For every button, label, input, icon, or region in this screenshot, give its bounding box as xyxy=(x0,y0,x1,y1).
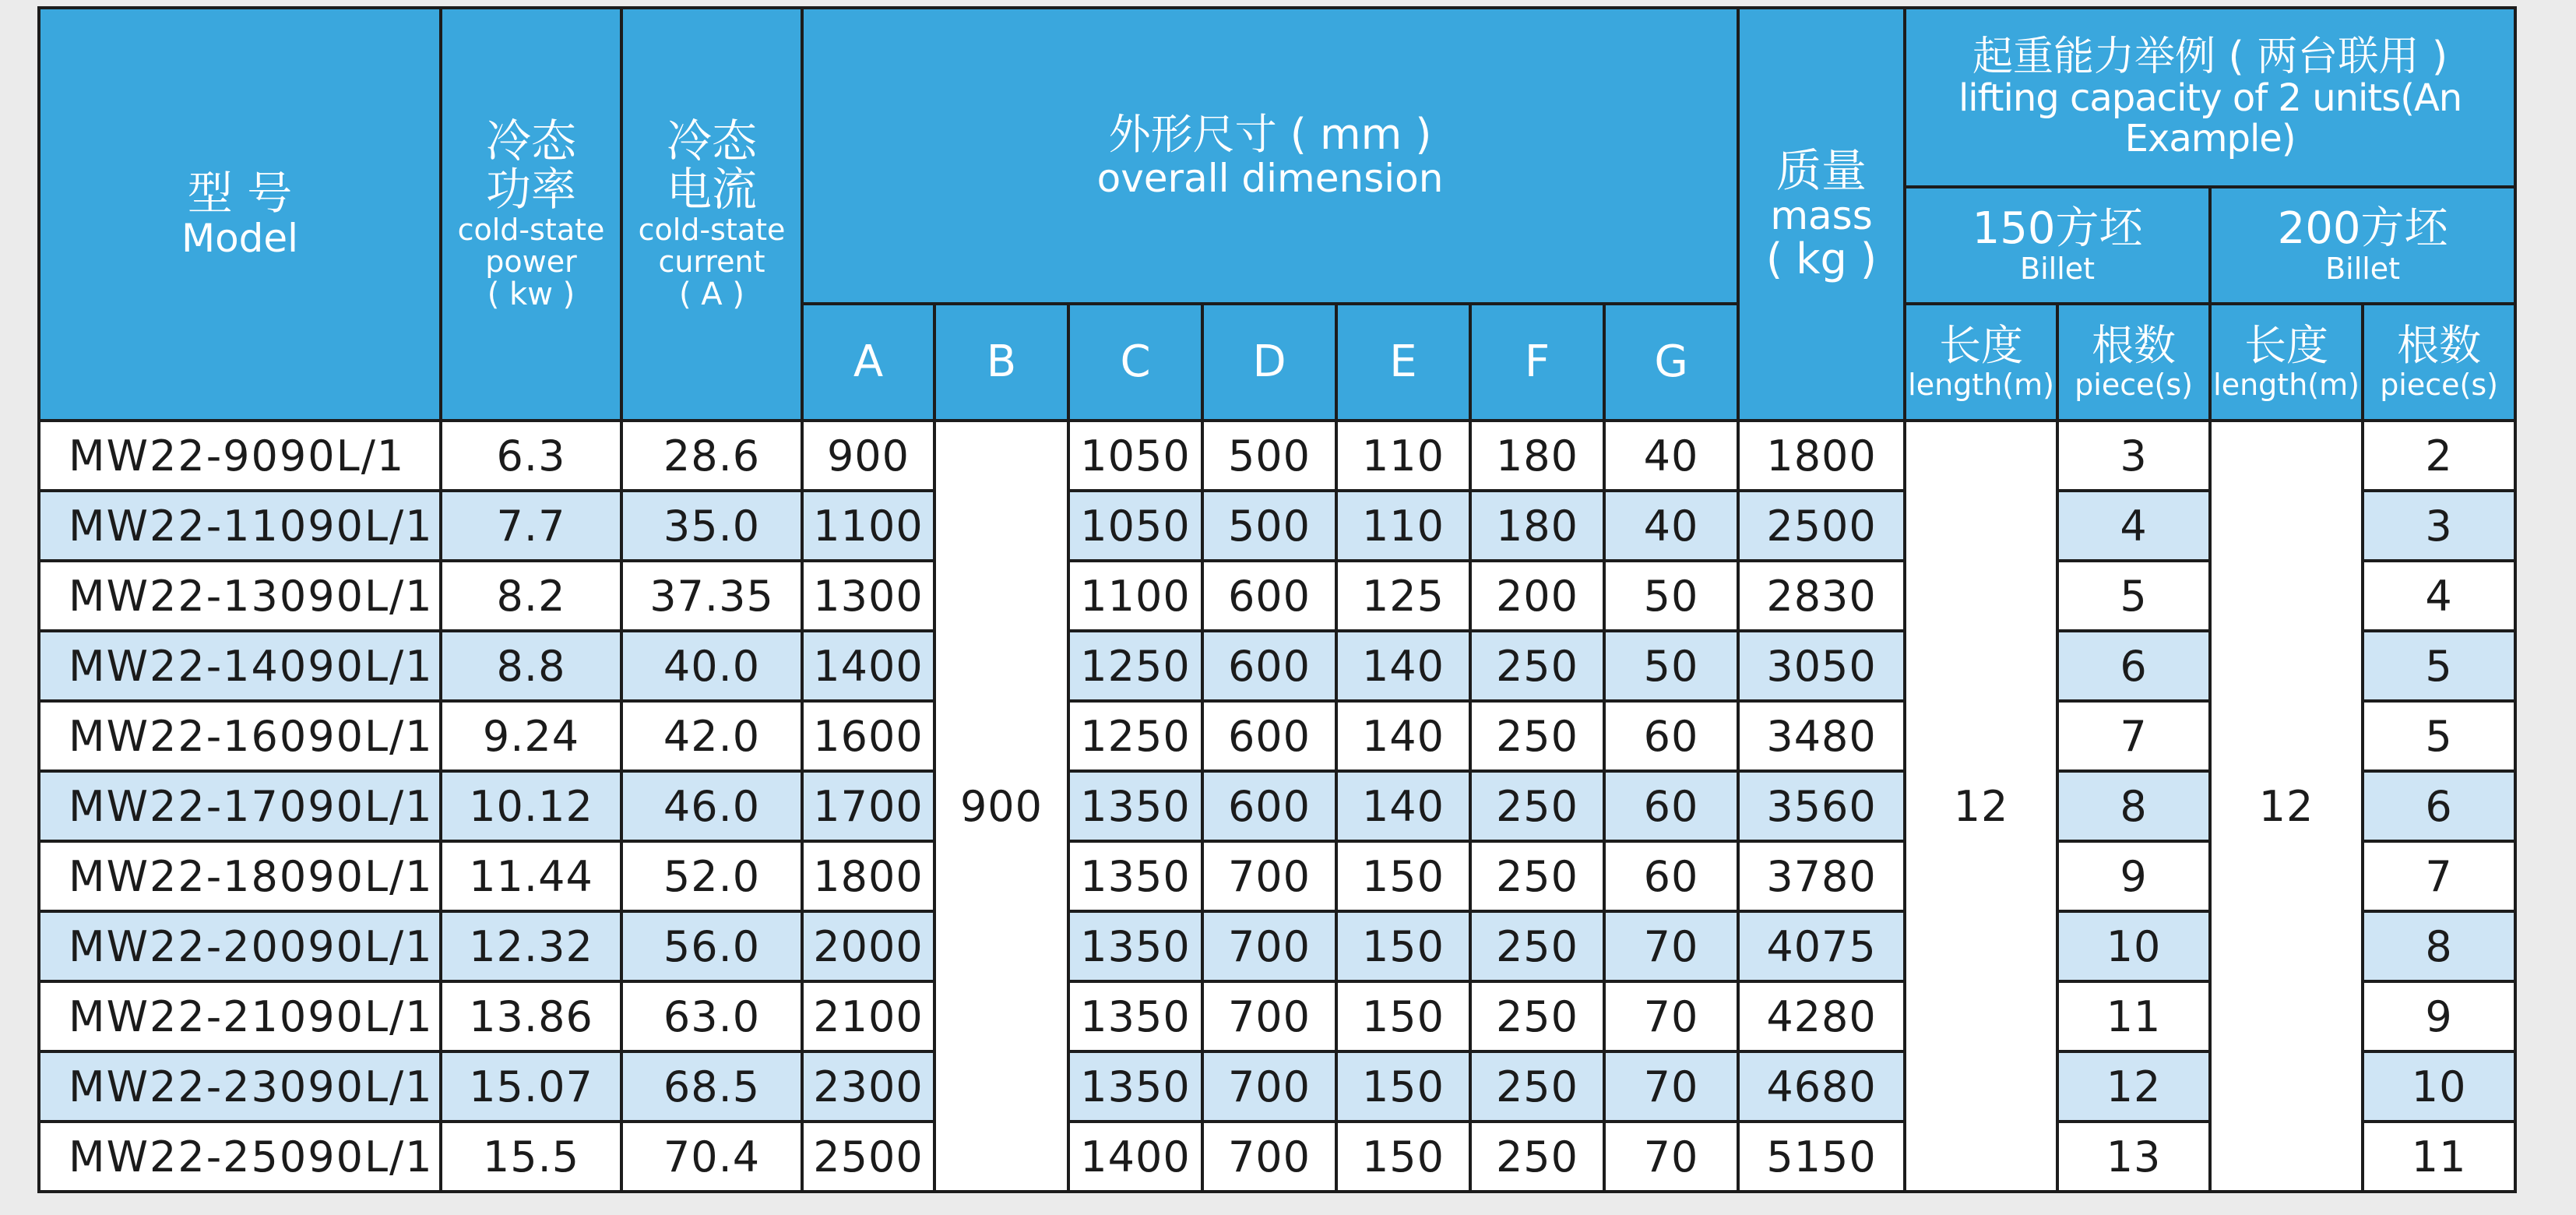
header-pieces-150 xyxy=(2057,304,2210,421)
header-current-cn2: 电流 xyxy=(666,163,757,217)
header-billet-200 xyxy=(2210,187,2515,304)
cell-c: 1350 xyxy=(1068,1051,1202,1122)
cell-e: 125 xyxy=(1336,561,1470,631)
cell-e: 150 xyxy=(1336,1122,1470,1192)
pieces-150-cn: 根数 xyxy=(2092,321,2177,371)
cell-d: 700 xyxy=(1202,841,1336,911)
table-row xyxy=(39,491,2515,561)
header-current-unit: ( A ) xyxy=(678,276,744,313)
cell-d: 500 xyxy=(1202,491,1336,561)
header-power-cn1: 冷态 xyxy=(485,114,576,167)
cell-g: 60 xyxy=(1604,771,1738,841)
cell-current: 37.35 xyxy=(621,561,802,631)
header-current-en2: current xyxy=(658,245,765,280)
cell-c: 1100 xyxy=(1068,561,1202,631)
table-row xyxy=(39,1122,2515,1192)
cell-mass: 4280 xyxy=(1738,981,1905,1051)
cell-e: 110 xyxy=(1336,491,1470,561)
cell-model: MW22-17090L/1 xyxy=(39,771,441,841)
cell-f: 250 xyxy=(1470,631,1604,701)
cell-g: 70 xyxy=(1604,1051,1738,1122)
cell-p150: 11 xyxy=(2057,981,2210,1051)
cell-power: 15.07 xyxy=(441,1051,621,1122)
header-model-cn: 型 号 xyxy=(187,166,293,220)
cell-power: 13.86 xyxy=(441,981,621,1051)
cell-c: 1250 xyxy=(1068,631,1202,701)
cell-f: 200 xyxy=(1470,561,1604,631)
cell-mass: 4075 xyxy=(1738,911,1905,981)
table-row xyxy=(39,841,2515,911)
table-row xyxy=(39,1051,2515,1122)
cell-e: 150 xyxy=(1336,911,1470,981)
cell-mass: 3780 xyxy=(1738,841,1905,911)
cell-p150: 10 xyxy=(2057,911,2210,981)
cell-mass: 4680 xyxy=(1738,1051,1905,1122)
cell-p200: 8 xyxy=(2363,911,2515,981)
cell-p150: 8 xyxy=(2057,771,2210,841)
cell-d: 700 xyxy=(1202,911,1336,981)
cell-e: 150 xyxy=(1336,981,1470,1051)
cell-current: 35.0 xyxy=(621,491,802,561)
cell-mass: 2500 xyxy=(1738,491,1905,561)
cell-p150: 13 xyxy=(2057,1122,2210,1192)
cell-a: 1400 xyxy=(802,631,934,701)
cell-e: 150 xyxy=(1336,1051,1470,1122)
cell-g: 70 xyxy=(1604,911,1738,981)
cell-model: MW22-14090L/1 xyxy=(39,631,441,701)
cell-a: 2500 xyxy=(802,1122,934,1192)
cell-d: 600 xyxy=(1202,561,1336,631)
header-mass xyxy=(1738,8,1905,421)
cell-f: 250 xyxy=(1470,771,1604,841)
cell-a: 2100 xyxy=(802,981,934,1051)
header-dim-d: D xyxy=(1202,304,1336,421)
cell-e: 140 xyxy=(1336,771,1470,841)
cell-p200: 4 xyxy=(2363,561,2515,631)
cell-power: 6.3 xyxy=(441,421,621,491)
header-dim-e: E xyxy=(1336,304,1470,421)
cell-p150: 4 xyxy=(2057,491,2210,561)
cell-model: MW22-9090L/1 xyxy=(39,421,441,491)
table-row xyxy=(39,701,2515,771)
cell-d: 700 xyxy=(1202,981,1336,1051)
cell-current: 28.6 xyxy=(621,421,802,491)
cell-current: 68.5 xyxy=(621,1051,802,1122)
pieces-150-en: piece(s) xyxy=(2075,367,2193,402)
cell-c: 1350 xyxy=(1068,841,1202,911)
cell-p150: 12 xyxy=(2057,1051,2210,1122)
cell-c: 1350 xyxy=(1068,911,1202,981)
cell-f: 250 xyxy=(1470,981,1604,1051)
header-billet-150 xyxy=(1905,187,2210,304)
cell-c: 1050 xyxy=(1068,421,1202,491)
billet-150-cn: 150方坯 xyxy=(1972,203,2143,255)
cell-a: 1800 xyxy=(802,841,934,911)
cell-model: MW22-11090L/1 xyxy=(39,491,441,561)
cell-a: 1100 xyxy=(802,491,934,561)
cell-f: 250 xyxy=(1470,841,1604,911)
cell-p150: 3 xyxy=(2057,421,2210,491)
cell-mass: 3480 xyxy=(1738,701,1905,771)
cell-p200: 5 xyxy=(2363,631,2515,701)
cell-p150: 5 xyxy=(2057,561,2210,631)
header-mass-en: mass xyxy=(1770,193,1873,239)
table-row xyxy=(39,771,2515,841)
cell-c: 1050 xyxy=(1068,491,1202,561)
header-power-unit: ( kw ) xyxy=(487,276,575,313)
cell-mass: 1800 xyxy=(1738,421,1905,491)
cell-a: 1600 xyxy=(802,701,934,771)
header-power-en1: cold-state xyxy=(457,213,605,247)
cell-power: 8.2 xyxy=(441,561,621,631)
table-row xyxy=(39,561,2515,631)
cell-current: 70.4 xyxy=(621,1122,802,1192)
cell-f: 250 xyxy=(1470,1122,1604,1192)
cell-p200: 3 xyxy=(2363,491,2515,561)
cell-g: 60 xyxy=(1604,701,1738,771)
header-model-en: Model xyxy=(181,216,299,262)
header-dimension-cn: 外形尺寸 ( mm ) xyxy=(1108,109,1432,159)
cell-model: MW22-25090L/1 xyxy=(39,1122,441,1192)
cell-current: 42.0 xyxy=(621,701,802,771)
pieces-200-cn: 根数 xyxy=(2397,321,2482,371)
cell-f: 250 xyxy=(1470,1051,1604,1122)
cell-a: 900 xyxy=(802,421,934,491)
header-model xyxy=(39,8,441,421)
length-200-en: length(m) xyxy=(2213,367,2360,402)
cell-power: 9.24 xyxy=(441,701,621,771)
cell-model: MW22-16090L/1 xyxy=(39,701,441,771)
cell-current: 46.0 xyxy=(621,771,802,841)
cell-f: 250 xyxy=(1470,701,1604,771)
cell-c: 1250 xyxy=(1068,701,1202,771)
header-dim-b: B xyxy=(934,304,1068,421)
cell-e: 140 xyxy=(1336,631,1470,701)
cell-current: 56.0 xyxy=(621,911,802,981)
cell-power: 12.32 xyxy=(441,911,621,981)
table-row xyxy=(39,981,2515,1051)
cell-c: 1400 xyxy=(1068,1122,1202,1192)
cell-g: 50 xyxy=(1604,561,1738,631)
cell-g: 50 xyxy=(1604,631,1738,701)
length-150-en: length(m) xyxy=(1908,367,2054,402)
cell-model: MW22-21090L/1 xyxy=(39,981,441,1051)
cell-mass: 3560 xyxy=(1738,771,1905,841)
cell-e: 150 xyxy=(1336,841,1470,911)
cell-model: MW22-13090L/1 xyxy=(39,561,441,631)
cell-p150: 7 xyxy=(2057,701,2210,771)
cell-g: 40 xyxy=(1604,421,1738,491)
cell-d: 600 xyxy=(1202,701,1336,771)
cell-a: 1700 xyxy=(802,771,934,841)
header-length-200 xyxy=(2210,304,2363,421)
table-row xyxy=(39,631,2515,701)
cell-d: 700 xyxy=(1202,1051,1336,1122)
cell-a: 1300 xyxy=(802,561,934,631)
cell-power: 11.44 xyxy=(441,841,621,911)
header-dim-a: A xyxy=(802,304,934,421)
cell-d: 700 xyxy=(1202,1122,1336,1192)
cell-p200: 2 xyxy=(2363,421,2515,491)
cell-e: 140 xyxy=(1336,701,1470,771)
table-row xyxy=(39,911,2515,981)
cell-g: 70 xyxy=(1604,981,1738,1051)
spec-table-body xyxy=(39,421,2515,1192)
header-capacity-cn: 起重能力举例 ( 两台联用 ) xyxy=(1972,33,2448,81)
length-200-cn: 长度 xyxy=(2244,321,2329,371)
cell-g: 70 xyxy=(1604,1122,1738,1192)
cell-model: MW22-23090L/1 xyxy=(39,1051,441,1122)
cell-model: MW22-18090L/1 xyxy=(39,841,441,911)
cell-d: 600 xyxy=(1202,631,1336,701)
cell-power: 7.7 xyxy=(441,491,621,561)
cell-current: 63.0 xyxy=(621,981,802,1051)
cell-current: 40.0 xyxy=(621,631,802,701)
header-dimension-en: overall dimension xyxy=(1096,156,1444,202)
cell-current: 52.0 xyxy=(621,841,802,911)
spec-table xyxy=(37,6,2517,1193)
cell-power: 15.5 xyxy=(441,1122,621,1192)
cell-length-150-merged: 12 xyxy=(1905,421,2057,1192)
cell-p200: 6 xyxy=(2363,771,2515,841)
header-pieces-200 xyxy=(2363,304,2515,421)
header-length-150 xyxy=(1905,304,2057,421)
cell-mass: 2830 xyxy=(1738,561,1905,631)
billet-200-cn: 200方坯 xyxy=(2277,203,2448,255)
table-row xyxy=(39,421,2515,491)
length-150-cn: 长度 xyxy=(1939,321,2024,371)
cell-g: 60 xyxy=(1604,841,1738,911)
cell-c: 1350 xyxy=(1068,771,1202,841)
cell-model: MW22-20090L/1 xyxy=(39,911,441,981)
header-capacity-en: lifting capacity of 2 units(An Example) xyxy=(1958,76,2462,161)
header-dim-f: F xyxy=(1470,304,1604,421)
cell-p200: 9 xyxy=(2363,981,2515,1051)
header-capacity xyxy=(1905,8,2515,187)
cell-d: 600 xyxy=(1202,771,1336,841)
cell-p200: 10 xyxy=(2363,1051,2515,1122)
billet-150-en: Billet xyxy=(2020,251,2096,286)
cell-mass: 3050 xyxy=(1738,631,1905,701)
cell-f: 180 xyxy=(1470,421,1604,491)
cell-a: 2000 xyxy=(802,911,934,981)
header-power xyxy=(441,8,621,421)
cell-p200: 5 xyxy=(2363,701,2515,771)
cell-p150: 9 xyxy=(2057,841,2210,911)
header-current xyxy=(621,8,802,421)
cell-power: 8.8 xyxy=(441,631,621,701)
cell-f: 250 xyxy=(1470,911,1604,981)
header-power-cn2: 功率 xyxy=(485,163,576,217)
cell-g: 40 xyxy=(1604,491,1738,561)
cell-c: 1350 xyxy=(1068,981,1202,1051)
pieces-200-en: piece(s) xyxy=(2380,367,2498,402)
header-power-en2: power xyxy=(485,245,577,280)
billet-200-en: Billet xyxy=(2325,251,2401,286)
cell-a: 2300 xyxy=(802,1051,934,1122)
cell-mass: 5150 xyxy=(1738,1122,1905,1192)
cell-p150: 6 xyxy=(2057,631,2210,701)
header-dim-c: C xyxy=(1068,304,1202,421)
cell-d: 500 xyxy=(1202,421,1336,491)
cell-power: 10.12 xyxy=(441,771,621,841)
header-dim-g: G xyxy=(1604,304,1738,421)
header-mass-cn: 质量 xyxy=(1776,143,1867,197)
header-current-cn1: 冷态 xyxy=(666,114,757,167)
cell-p200: 7 xyxy=(2363,841,2515,911)
cell-e: 110 xyxy=(1336,421,1470,491)
cell-p200: 11 xyxy=(2363,1122,2515,1192)
header-mass-unit: ( kg ) xyxy=(1766,234,1877,284)
cell-length-200-merged: 12 xyxy=(2210,421,2363,1192)
cell-f: 180 xyxy=(1470,491,1604,561)
header-dimension xyxy=(802,8,1738,304)
cell-dim-b-merged: 900 xyxy=(934,421,1068,1192)
header-current-en1: cold-state xyxy=(638,213,786,247)
